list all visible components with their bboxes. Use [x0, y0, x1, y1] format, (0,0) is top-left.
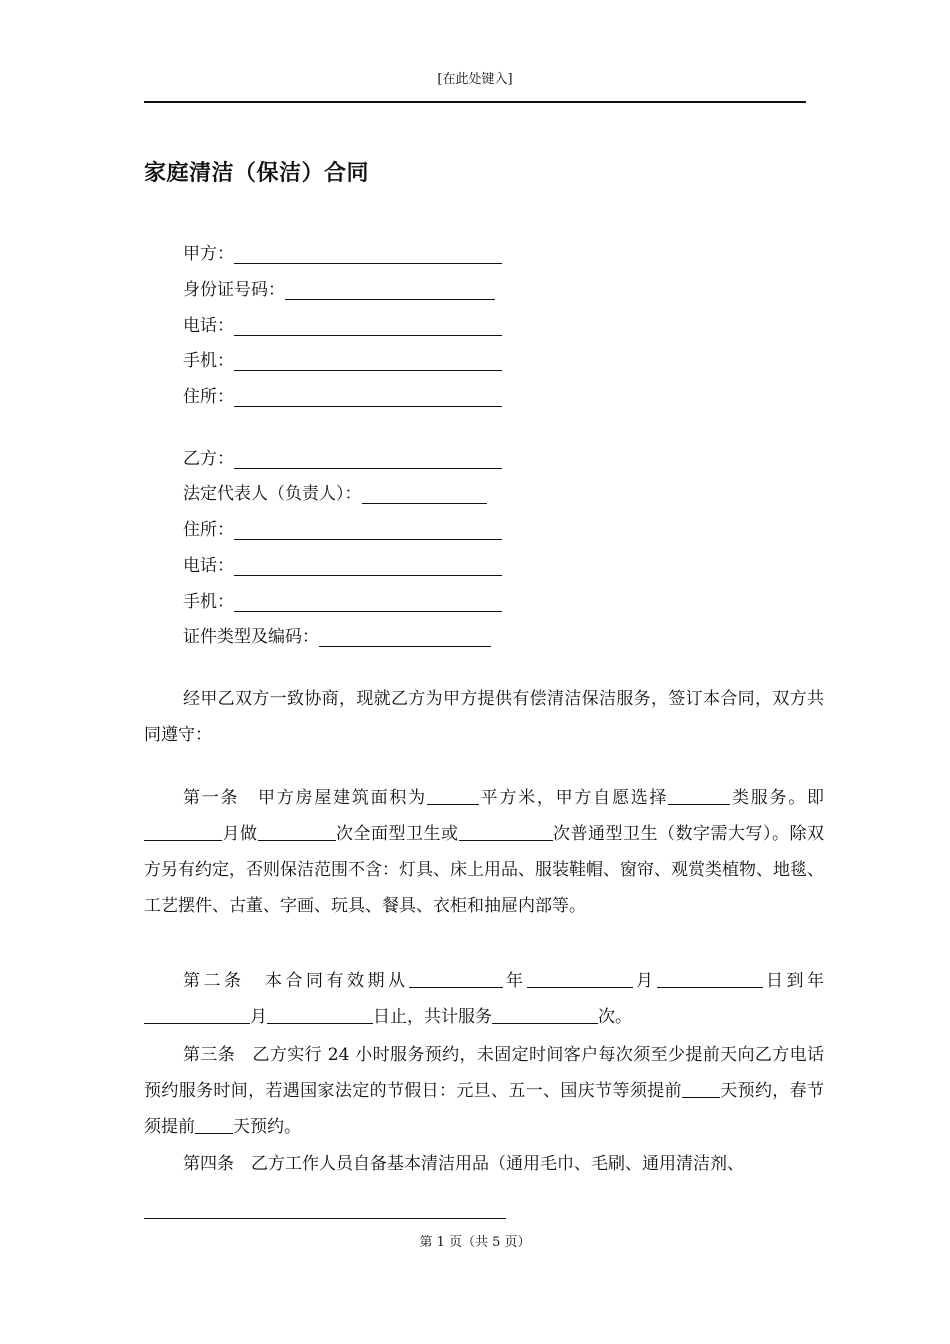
party-a-phone-blank	[234, 317, 502, 336]
party-a-name-label: 甲方：	[183, 244, 234, 264]
page-header: [在此处键入]	[437, 72, 513, 87]
party-b-address-label: 住所：	[183, 520, 234, 540]
start-month-blank	[527, 969, 633, 988]
footer-divider	[144, 1218, 506, 1219]
article-2-text-6: 次。	[598, 1007, 632, 1027]
party-a-mobile-field	[183, 351, 502, 371]
party-b-cert-blank	[319, 628, 491, 647]
document-title: 家庭清洁（保洁）合同	[144, 160, 370, 186]
article-3-text-2: 天预约。	[233, 1117, 301, 1137]
party-b-name-label: 乙方：	[183, 449, 234, 469]
party-a-address-field	[183, 387, 502, 407]
holiday-days-blank	[682, 1079, 720, 1098]
article-1-text-5: 次普通型卫生（数字需大写）。除双方另有约定，否则保洁范围不含：灯具、床上用品、服装鞋帽、窗帘、观赏类植物、地毯、工艺摆件、古董、字画、玩具、餐具、衣柜和抽屉内部等。	[144, 824, 824, 916]
party-a-name-field	[183, 244, 502, 264]
article-2-head: 第二条 本合同有效期从	[183, 971, 409, 991]
start-year-blank	[409, 969, 503, 988]
article-4: 第四条 乙方工作人员自备基本清洁用品（通用毛巾、毛刷、通用清洁剂、	[183, 1154, 744, 1174]
article-1-text-4: 次全面型卫生或	[335, 824, 459, 844]
party-a-mobile-label: 手机：	[183, 351, 234, 371]
article-2-text-1: 年	[502, 971, 527, 991]
service-count-blank	[492, 1005, 598, 1024]
article-2-text-2: 月	[632, 971, 657, 991]
service-type-blank	[668, 786, 730, 805]
full-clean-count-blank	[258, 822, 336, 841]
party-b-name-blank	[234, 450, 502, 469]
article-2	[144, 963, 824, 1035]
party-a-id-field	[183, 280, 495, 300]
article-1	[144, 780, 824, 924]
party-b-cert-label: 证件类型及编码：	[183, 627, 319, 647]
party-b-phone-field	[183, 556, 502, 576]
article-2-text-3: 日到年	[762, 971, 824, 991]
party-b-name-field	[183, 449, 502, 469]
party-a-name-blank	[234, 245, 502, 264]
article-1-text-3: 月做	[222, 824, 258, 844]
months-blank	[144, 822, 222, 841]
party-b-rep-field	[183, 484, 487, 504]
party-a-id-label: 身份证号码：	[183, 280, 285, 300]
party-b-phone-label: 电话：	[183, 556, 234, 576]
header-divider	[144, 101, 806, 103]
party-a-phone-field	[183, 316, 502, 336]
party-b-address-blank	[234, 521, 502, 540]
article-2-text-4: 月	[250, 1007, 267, 1027]
area-blank	[427, 786, 479, 805]
party-a-address-blank	[234, 388, 502, 407]
article-1-head: 第一条 甲方房屋建筑面积为	[183, 788, 427, 808]
party-b-rep-label: 法定代表人（负责人）：	[183, 484, 362, 504]
party-b-mobile-field	[183, 592, 502, 612]
party-a-phone-label: 电话：	[183, 316, 234, 336]
spring-festival-days-blank	[195, 1115, 233, 1134]
article-1-text-2: 类服务。即	[730, 788, 825, 808]
article-3-text-1: 天预约，春节须提前	[144, 1081, 824, 1137]
article-3	[144, 1037, 824, 1145]
end-month-blank	[144, 1005, 250, 1024]
party-b-phone-blank	[234, 557, 502, 576]
article-3-head: 第三条 乙方实行 24 小时服务预约，未固定时间客户每次须至少提前天向乙方电话预约服务时间，若遇国家法定的节假日：元旦、五一、国庆节等须提前	[144, 1045, 824, 1101]
start-day-blank	[657, 969, 763, 988]
party-a-id-blank	[285, 281, 495, 300]
party-b-rep-blank	[362, 485, 487, 504]
end-day-blank	[267, 1005, 373, 1024]
article-2-text-5: 日止，共计服务	[373, 1007, 492, 1027]
party-b-address-field	[183, 520, 502, 540]
regular-clean-count-blank	[459, 822, 553, 841]
party-a-address-label: 住所：	[183, 387, 234, 407]
page-number: 第 1 页（共 5 页）	[419, 1235, 531, 1250]
party-a-mobile-blank	[234, 352, 502, 371]
party-b-mobile-blank	[234, 593, 502, 612]
intro-paragraph: 经甲乙双方一致协商，现就乙方为甲方提供有偿清洁保洁服务，签订本合同，双方共同遵守：	[144, 689, 824, 745]
party-b-cert-field	[183, 627, 491, 647]
party-b-mobile-label: 手机：	[183, 592, 234, 612]
article-1-text-1: 平方米，甲方自愿选择	[478, 788, 669, 808]
